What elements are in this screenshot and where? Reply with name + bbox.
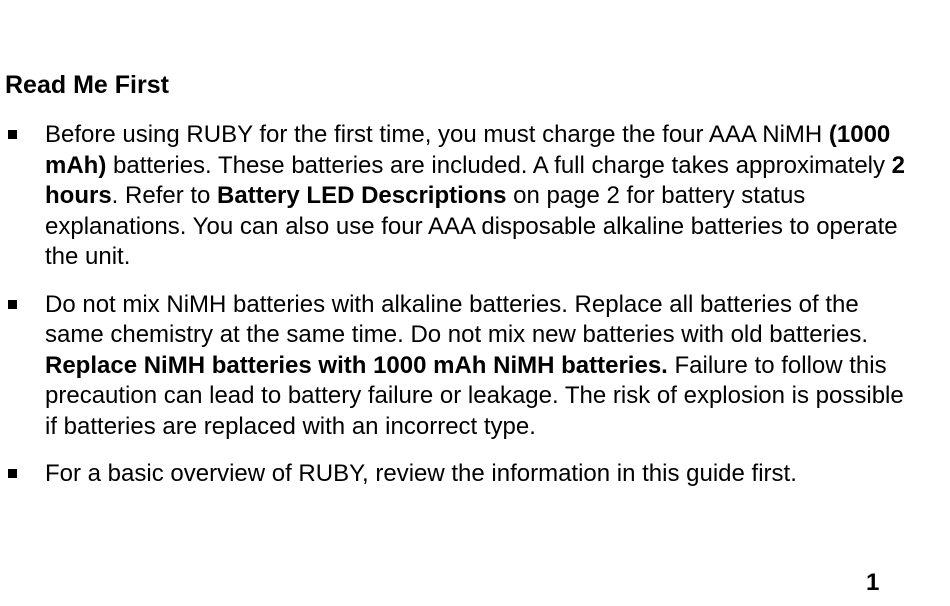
square-bullet-icon <box>8 469 17 478</box>
page-number: 1 <box>866 569 880 596</box>
square-bullet-icon <box>8 130 17 139</box>
list-item <box>0 459 950 490</box>
list-item-text-segment: Replace NiMH batteries with 1000 mAh NiMH batteries. <box>45 351 668 379</box>
section-heading: Read Me First <box>5 71 169 99</box>
list-item-text-segment: Battery LED Descriptions <box>217 182 507 209</box>
list-item-text-segment: . Refer to <box>111 182 218 209</box>
list-item-text-segment: batteries. These batteries are included. A full charge takes approximately <box>106 151 892 179</box>
list-item-text-segment: Do not mix NiMH batteries with alkaline batteries. Replace all batteries of the same chemistry at the same time. Do not mix new batteries with old batteries. <box>45 290 868 348</box>
list-item-text-segment: For a basic overview of RUBY, review the information in this guide first. <box>45 460 797 487</box>
square-bullet-icon <box>8 300 17 309</box>
list-item-text-segment: 2 hours <box>45 151 906 209</box>
list-item-text-segment: Failure to follow this precaution can lead to battery failure or leakage. The risk of explosion is possible if batteries are replaced with an incorrect type. <box>45 351 904 440</box>
list-item-text-segment: Before using RUBY for the first time, you must charge the four AAA NiMH <box>45 121 829 148</box>
list-item <box>0 120 950 273</box>
instruction-list <box>0 120 950 507</box>
list-item-text-segment: on page 2 for battery status explanations. You can also use four AAA disposable alkaline batteries to operate the unit. <box>45 182 898 270</box>
list-item <box>0 290 950 443</box>
list-item-text-segment: (1000 mAh) <box>45 121 891 179</box>
